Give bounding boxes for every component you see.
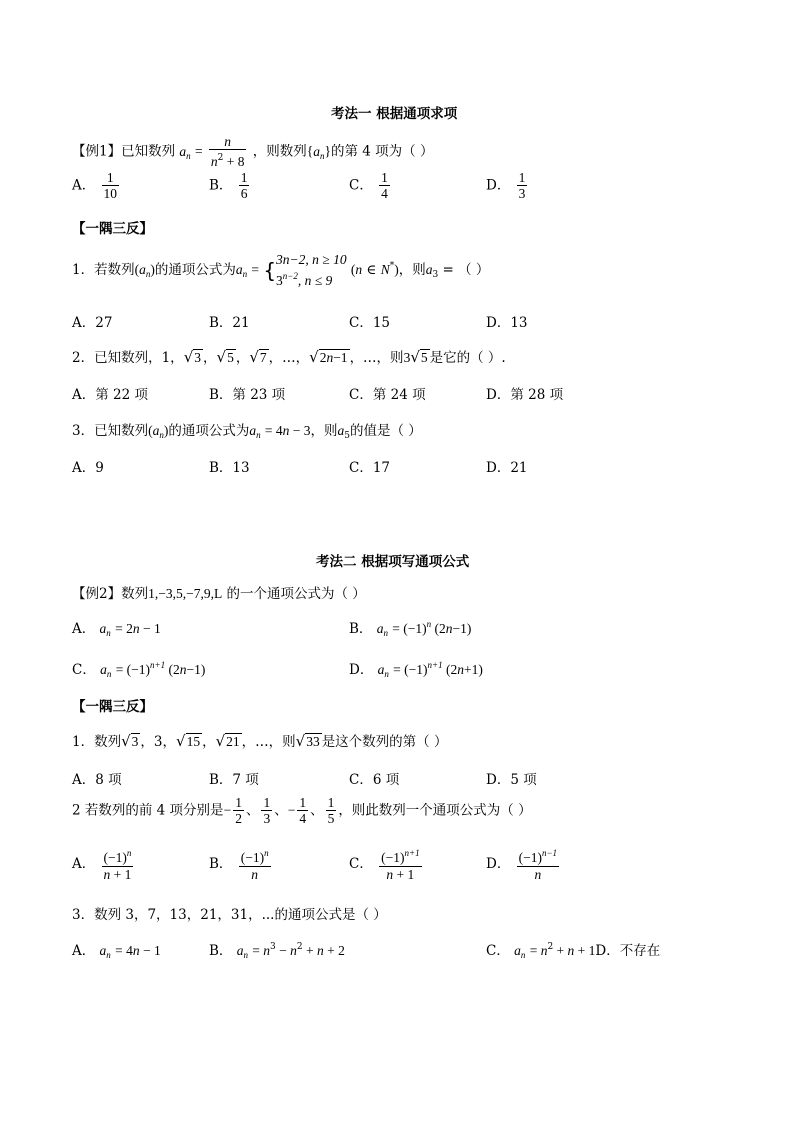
s2-q3-question: 3．数列 3，7，13，21，31，...的通项公式是（ ）: [72, 907, 387, 923]
s2-q3-option-a[interactable]: A． $a_n = 4n - 1$: [72, 943, 161, 960]
s1-q2-question: 2．已知数列，1，√3 ，√5 ，√7 ，…，√2n−1 ，…，则3√5 是它的（ ）.: [72, 348, 506, 366]
s2-q2-option-c[interactable]: C． $\frac{(-1)^{n+1}}{n + 1}$: [349, 848, 420, 882]
s2-q1-option-a[interactable]: A．8 项: [72, 772, 122, 788]
example2-question: 【例2】数列1,−3,5,−7,9,L 的一个通项公式为（ ）: [72, 586, 366, 602]
section1-title: 考法一 根据通项求项: [331, 106, 458, 122]
s1-q3-option-c[interactable]: C．17: [349, 460, 391, 476]
example1-option-a[interactable]: A． $\frac{1}{10}$: [72, 170, 118, 201]
s1-q2-option-c[interactable]: C．第 24 项: [349, 387, 426, 403]
s2-q2-option-b[interactable]: B． $\frac{(-1)^n}{n}$: [209, 848, 269, 882]
s1-q1-option-d[interactable]: D．13: [486, 315, 528, 331]
s2-q2-question: 2 若数列的前 4 项分别是− $\frac{1}{2}$ 、 $\frac{1}{3}$ 、− $\frac{1}{4}$ 、 $\frac{1}{5}$ ，则此数列一个通项公式为（ ）: [72, 795, 532, 826]
example1-option-b[interactable]: B． $\frac{1}{6}$: [209, 170, 248, 201]
s2-q1-option-d[interactable]: D．5 项: [486, 772, 537, 788]
example2-option-a[interactable]: A． $a_n = 2n - 1$: [72, 621, 161, 638]
s2-q2-option-d[interactable]: D． $\frac{(-1)^{n-1}}{n}$: [486, 848, 558, 882]
example2-sequence: 1,−3,5,−7,9,L: [148, 586, 223, 601]
s1-q1-option-a[interactable]: A．27: [72, 315, 113, 331]
practice2-title: 【一隅三反】: [72, 699, 153, 715]
s2-q2-option-a[interactable]: A． $\frac{(-1)^n}{n + 1}$: [72, 848, 132, 882]
s2-q3-option-b[interactable]: B． $a_n = n^3 - n^2 + n + 2$: [209, 942, 345, 960]
example1-option-c[interactable]: C． $\frac{1}{4}$: [349, 170, 388, 201]
example1-formula: $\frac{n}{n^2 + 8}$: [210, 134, 245, 169]
example2-option-b[interactable]: B． $a_n = (-1)^n$ (2n−1): [349, 619, 472, 638]
s1-q3-option-d[interactable]: D．21: [486, 460, 528, 476]
s1-q3-option-b[interactable]: B．13: [209, 460, 250, 476]
example2-option-d[interactable]: D． $a_n = (-1)^{n+1}$ (2n+1): [349, 660, 483, 679]
s1-q1-option-c[interactable]: C．15: [349, 315, 391, 331]
example1-tag: 【例1】: [72, 143, 122, 160]
practice1-title: 【一隅三反】: [72, 221, 153, 237]
example2-option-c[interactable]: C． $a_n = (-1)^{n+1}$ (2n−1): [72, 660, 206, 679]
example2-tag: 【例2】: [72, 586, 122, 602]
s2-q3-option-c[interactable]: C． $a_n = n^2 + n + 1D$．不存在: [486, 942, 661, 960]
s2-q1-option-c[interactable]: C．6 项: [349, 772, 400, 788]
s1-q3-question: 3．已知数列$(a_n)$的通项公式为$a_n = 4n - 3$，则$a_5$的值是（ ）: [72, 423, 422, 441]
s2-q1-question: 1．数列√3 ，3，√15 ，√21 ，…，则√33 是这个数列的第（ ）: [72, 732, 448, 750]
s2-q1-option-b[interactable]: B．7 项: [209, 772, 259, 788]
example1-option-d[interactable]: D． $\frac{1}{3}$: [486, 170, 526, 201]
section2-title: 考法二 根据项写通项公式: [316, 554, 470, 570]
s1-q2-option-d[interactable]: D．第 28 项: [486, 387, 564, 403]
s1-q3-option-a[interactable]: A．9: [72, 460, 104, 476]
s1-q2-option-b[interactable]: B．第 23 项: [209, 387, 286, 403]
s1-q1-question: 1．若数列$(a_n)$的通项公式为$a_n$ = { 3n−2, n ≥ 10 $3^{n-2}$, n ≤ 9 (n ∈ N*)，则$a_3$ = （ ）: [72, 252, 490, 288]
s1-q2-option-a[interactable]: A．第 22 项: [72, 387, 149, 403]
s2-q3-option-d[interactable]: D．不存在: [595, 943, 661, 959]
example1-question: 【例1】已知数列 $a_n$ = $\frac{n}{n^2 + 8}$ ，则数列$\{a_n\}$的第 4 项为（ ）: [72, 134, 434, 169]
s1-q1-piecewise: 3n−2, n ≥ 10 $3^{n-2}$, n ≤ 9: [276, 252, 347, 288]
s1-q1-option-b[interactable]: B．21: [209, 315, 250, 331]
